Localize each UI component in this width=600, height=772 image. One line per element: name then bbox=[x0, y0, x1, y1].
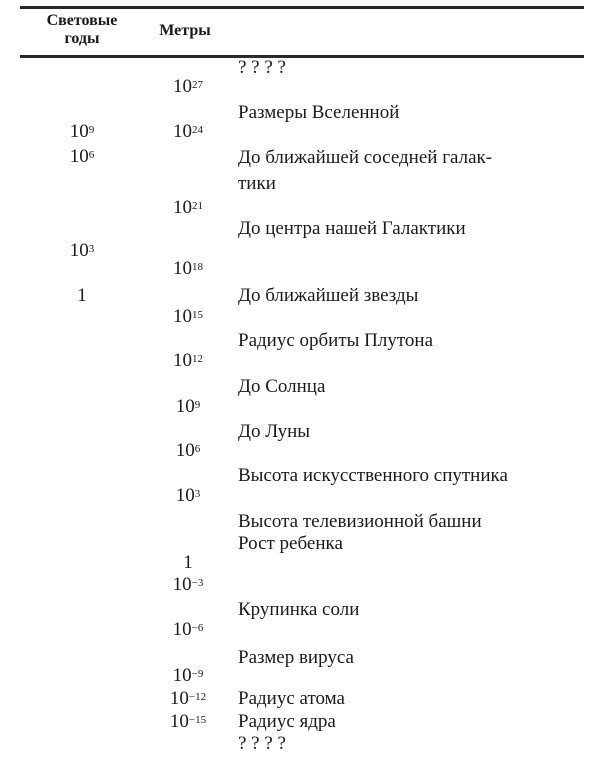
description-text: До ближайшей соседней галак- bbox=[238, 147, 493, 168]
value-base: 10 bbox=[169, 688, 189, 709]
value-exponent: 6 bbox=[194, 443, 201, 455]
light-years-value bbox=[52, 147, 112, 167]
value-exponent: 6 bbox=[88, 149, 95, 161]
value-exponent: 18 bbox=[192, 261, 203, 273]
value-base: 10 bbox=[172, 665, 192, 686]
value-base: 10 bbox=[173, 350, 192, 371]
description-text: Размер вируса bbox=[238, 647, 354, 668]
header-meters: Метры bbox=[159, 22, 211, 39]
meters-value bbox=[158, 666, 218, 686]
meters-value bbox=[158, 307, 218, 327]
value-base: 10 bbox=[69, 121, 89, 142]
description-text: Высота искусственного спутника bbox=[238, 465, 508, 486]
description-text: Высота телевизионной башни bbox=[238, 511, 482, 532]
value-exponent: 3 bbox=[88, 243, 95, 255]
header-light-years-line1: Световые bbox=[46, 12, 118, 29]
meters-value bbox=[158, 351, 218, 371]
description-text: ? ? ? ? bbox=[238, 57, 286, 78]
meters-value bbox=[158, 486, 218, 506]
light-years-value bbox=[52, 122, 112, 142]
header-light-years-line2: годы bbox=[64, 30, 100, 47]
description-text: Рост ребенка bbox=[238, 533, 343, 554]
meters-value bbox=[158, 77, 218, 97]
value-base: 10 bbox=[175, 396, 195, 417]
meters-value bbox=[158, 397, 218, 417]
value-exponent: 27 bbox=[192, 79, 203, 91]
value-exponent: −3 bbox=[191, 577, 204, 589]
value-exponent: −12 bbox=[188, 691, 207, 703]
value-exponent: 21 bbox=[192, 200, 203, 212]
value-base: 10 bbox=[175, 440, 195, 461]
value-base: 10 bbox=[69, 240, 89, 261]
value-base: 10 bbox=[69, 146, 89, 167]
meters-value bbox=[158, 553, 218, 573]
value-exponent: 9 bbox=[88, 124, 95, 136]
value-base: 1 bbox=[183, 552, 193, 573]
value-base: 10 bbox=[172, 619, 192, 640]
description-text: тики bbox=[238, 173, 276, 194]
value-exponent: 15 bbox=[192, 309, 203, 321]
description-text: Крупинка соли bbox=[238, 599, 360, 620]
light-years-value bbox=[52, 286, 112, 306]
value-exponent: 24 bbox=[192, 124, 203, 136]
description-text: Радиус орбиты Плутона bbox=[238, 330, 434, 351]
description-text: До Луны bbox=[238, 421, 311, 442]
value-base: 10 bbox=[173, 306, 192, 327]
meters-value bbox=[158, 689, 218, 709]
value-exponent: −9 bbox=[191, 668, 204, 680]
description-text: Радиус атома bbox=[238, 688, 345, 709]
value-exponent: 3 bbox=[194, 488, 201, 500]
value-exponent: −6 bbox=[191, 622, 204, 634]
value-base: 10 bbox=[173, 121, 192, 142]
value-exponent: 12 bbox=[192, 353, 203, 365]
light-years-value bbox=[52, 241, 112, 261]
value-base: 1 bbox=[77, 285, 87, 306]
meters-value bbox=[158, 198, 218, 218]
meters-value bbox=[158, 259, 218, 279]
description-text: Размеры Вселенной bbox=[238, 102, 400, 123]
meters-value bbox=[158, 712, 218, 732]
value-base: 10 bbox=[173, 258, 192, 279]
value-base: 10 bbox=[173, 76, 192, 97]
value-base: 10 bbox=[175, 485, 195, 506]
meters-value bbox=[158, 620, 218, 640]
top-rule bbox=[20, 6, 584, 9]
description-text: Радиус ядра bbox=[238, 711, 336, 732]
header-light-years bbox=[40, 12, 124, 48]
meters-value bbox=[158, 575, 218, 595]
value-exponent: 9 bbox=[194, 399, 201, 411]
meters-value bbox=[158, 441, 218, 461]
value-base: 10 bbox=[173, 197, 192, 218]
description-text: ? ? ? ? bbox=[238, 733, 286, 754]
description-text: До ближайшей звезды bbox=[238, 285, 419, 306]
value-exponent: −15 bbox=[188, 714, 207, 726]
value-base: 10 bbox=[172, 574, 192, 595]
header-rule bbox=[20, 55, 584, 58]
meters-value bbox=[158, 122, 218, 142]
value-base: 10 bbox=[169, 711, 189, 732]
description-text: До Солнца bbox=[238, 376, 326, 397]
description-text: До центра нашей Галактики bbox=[238, 218, 466, 239]
